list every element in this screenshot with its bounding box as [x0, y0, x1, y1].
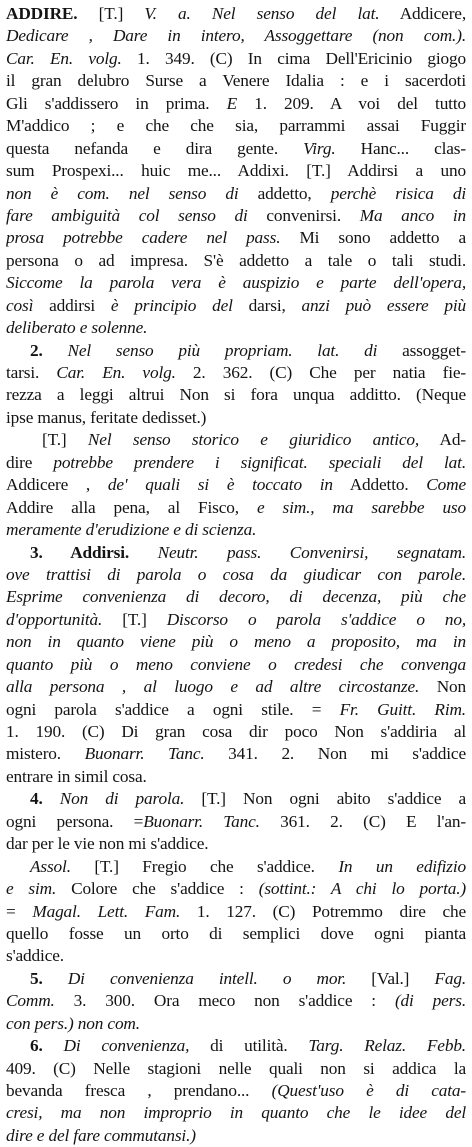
entry-text: ogni parola s'addice a ogni stile. = — [6, 699, 340, 719]
entry-text: (di pers. — [394, 991, 466, 1011]
entry-text: fare ambiguità col senso di — [6, 205, 248, 225]
entry-line — [6, 1102, 466, 1124]
entry-line — [6, 586, 466, 608]
entry-text: 341. 2. Non mi s'addice — [204, 744, 466, 764]
entry-text: 1. 127. (C) Potremmo dire che — [180, 901, 466, 921]
entry-text: rezza a leggi altrui Non si fora unqua additto. (Neque — [6, 385, 466, 405]
entry-text: perchè risica di — [330, 183, 466, 203]
entry-text: Addetto. — [332, 475, 427, 495]
entry-text: il gran delubro Surse a Venere Idalia : e i sacerdoti — [6, 71, 466, 91]
entry-text: Fr. Guitt. Rim. — [339, 699, 466, 719]
entry-text: Colore che s'addice : — [56, 879, 259, 899]
entry-line — [6, 1125, 466, 1147]
entry-text: Addire alla pena, al Fisco, — [6, 497, 257, 517]
entry-text: In un edifizio — [338, 856, 466, 876]
entry-line — [6, 183, 466, 205]
entry-text: E — [226, 93, 238, 113]
entry-text: dire — [6, 452, 54, 472]
entry-text: 1. 349. (C) In cima Dell'Ericinio giogo — [121, 48, 466, 68]
entry-text: sum Prospexi... huic me... Addixi. [T.] Addirsi a uno — [6, 161, 466, 181]
entry-line — [6, 407, 466, 429]
entry-line — [6, 295, 466, 317]
entry-text: anzi può essere più — [301, 295, 466, 315]
entry-text: Non — [419, 677, 466, 697]
entry-line — [6, 70, 466, 92]
entry-text: [T.] Fregio che s'addice. — [70, 856, 339, 876]
entry-line — [6, 766, 466, 788]
entry-line — [6, 901, 466, 923]
entry-line — [6, 3, 466, 25]
entry-text: non in quanto viene più o meno a proposito, ma in — [6, 632, 466, 652]
entry-text: Assol. — [30, 856, 71, 876]
entry-text: 2. — [30, 340, 68, 360]
entry-text: = — [6, 901, 33, 921]
entry-text — [110, 184, 129, 203]
entry-line — [6, 160, 466, 182]
entry-line — [6, 788, 466, 810]
entry-text: Virg. — [303, 138, 336, 158]
entry-line — [6, 1080, 466, 1102]
entry-text: Esprime convenienza di decoro, di decenza, più che — [6, 587, 466, 607]
entry-text: non è com. — [6, 183, 110, 203]
entry-text: [T.] Non ogni abito s'addice a — [184, 789, 466, 809]
entry-text: Mi sono addetto a — [280, 228, 466, 248]
entry-text: 1. 209. A voi del tutto — [237, 93, 466, 113]
entry-text: ipse manus, feritate dedisset.) — [6, 407, 207, 427]
entry-line — [6, 227, 466, 249]
entry-text: (sottint.: A chi lo porta.) — [258, 879, 466, 899]
entry-line — [6, 542, 466, 564]
entry-line — [6, 138, 466, 160]
entry-text: Buonarr. Tanc. — [84, 744, 205, 764]
entry-text: Di convenienza, — [63, 1036, 190, 1056]
entry-text: potrebbe prendere i significat. speciali del lat. — [53, 452, 466, 472]
entry-line — [6, 990, 466, 1012]
entry-line — [6, 721, 466, 743]
entry-line — [6, 631, 466, 653]
entry-text: Dedicare , Dare in intero, Assoggettare (non com.). — [6, 26, 466, 46]
entry-text: Non di parola. — [59, 789, 185, 809]
entry-text: Nel senso storico e giuridico antico, — [87, 430, 420, 450]
entry-line — [6, 743, 466, 765]
entry-line — [6, 519, 466, 541]
entry-line — [6, 1058, 466, 1080]
entry-text: alla persona , al luogo e ad altre circostanze. — [6, 677, 420, 697]
entry-text: Car. En. volg. — [6, 48, 122, 68]
entry-text: quello fosse un orto di semplici dove ogni pianta — [6, 923, 466, 943]
entry-line — [6, 1013, 466, 1035]
entry-text: e sim. — [6, 879, 57, 899]
entry-text: ogni persona. = — [6, 811, 144, 831]
entry-line — [6, 25, 466, 47]
entry-text: Comm. — [6, 991, 55, 1011]
entry-line — [6, 429, 466, 451]
entry-line — [6, 676, 466, 698]
entry-text: ove trattisi di parola o cosa da giudicar con parole. — [6, 564, 466, 584]
entry-line — [6, 856, 466, 878]
entry-text: con pers.) non com. — [6, 1013, 140, 1033]
entry-line — [6, 564, 466, 586]
entry-text: 409. (C) Nelle stagioni nelle quali non si addica la — [6, 1058, 466, 1078]
entry-text: V. a. Nel senso del lat. — [144, 4, 380, 23]
entry-text: Fag. — [434, 968, 466, 988]
entry-text: de' quali si è toccato in — [107, 475, 333, 495]
entry-text: addirsi — [33, 295, 111, 315]
entry-line — [6, 384, 466, 406]
entry-text: è principio del — [110, 295, 233, 315]
entry-text: 4. — [30, 789, 60, 809]
entry-text: di utilità. — [189, 1036, 309, 1056]
entry-text: 2. 362. (C) Che per natia fie- — [175, 363, 466, 382]
entry-text: dar per le vie non mi s'addice. — [6, 834, 209, 854]
entry-text: cresi, ma non improprio in quanto che le idee del — [6, 1103, 466, 1123]
entry-text: mistero. — [6, 744, 85, 764]
entry-text: Ad- — [419, 430, 466, 450]
entry-line — [6, 968, 466, 990]
entry-line — [6, 474, 466, 496]
entry-text: meramente d'erudizione e di scienza. — [6, 520, 257, 540]
entry-text: (Quest'uso è di cata- — [271, 1081, 466, 1100]
entry-text: 3. Addirsi. — [30, 542, 158, 562]
entry-text: 6. — [30, 1036, 64, 1056]
entry-text: Targ. Relaz. Febb. — [308, 1036, 466, 1056]
entry-line — [6, 811, 466, 833]
entry-text: tarsi. — [6, 363, 57, 382]
entry-text: convenirsi. — [247, 205, 360, 225]
entry-text: Gli s'addissero in prima. — [6, 93, 227, 113]
entry-text: Hanc... clas- — [335, 138, 466, 158]
entry-text: persona o ad impresa. S'è addetto a tale o tali studi. — [6, 250, 466, 270]
entry-line — [6, 205, 466, 227]
entry-text: quanto più o meno conviene o credesi che convenga — [6, 654, 466, 674]
entry-text: 361. 2. (C) E l'an- — [259, 811, 466, 831]
entry-line — [6, 699, 466, 721]
entry-line — [6, 609, 466, 631]
entry-text: deliberato e solenne. — [6, 318, 148, 338]
entry-line — [6, 272, 466, 294]
entry-text: Buonarr. Tanc. — [143, 811, 260, 831]
entry-line — [6, 115, 466, 137]
entry-text: 1. 190. (C) Di gran cosa dir poco Non s'addiria al — [6, 722, 466, 741]
entry-text: [Val.] — [346, 968, 435, 988]
entry-text: nel senso di — [128, 183, 239, 203]
entry-line — [6, 362, 466, 384]
entry-line — [6, 654, 466, 676]
entry-text: Ma anco in — [359, 205, 466, 225]
entry-text: addetto, — [238, 183, 331, 203]
entry-text: Addicere, — [379, 4, 466, 23]
entry-text: darsi, — [232, 295, 302, 315]
entry-line — [6, 1035, 466, 1057]
entry-line — [6, 93, 466, 115]
entry-text: questa nefanda e dira gente. — [6, 138, 304, 158]
entry-text: M'addico ; e che che sia, parrammi assai Fuggir — [6, 116, 466, 136]
entry-text: entrare in simil cosa. — [6, 766, 147, 786]
entry-text: d'opportunità. — [6, 609, 103, 629]
entry-line — [6, 833, 466, 855]
entry-text: Car. En. volg. — [56, 363, 176, 382]
entry-text: e sim., ma sarebbe uso — [256, 497, 466, 517]
entry-text: ADDIRE. — [6, 4, 78, 23]
entry-text: prosa potrebbe cadere nel pass. — [6, 228, 281, 248]
entry-text: s'addice. — [6, 946, 64, 966]
entry-line — [6, 878, 466, 900]
entry-line — [6, 48, 466, 70]
entry-line — [6, 452, 466, 474]
entry-text: Come — [426, 475, 466, 495]
entry-text: [T.] — [77, 4, 145, 23]
entry-text: Siccome la parola vera è auspizio e parte dell'opera, — [6, 273, 466, 293]
entry-text: 5. — [30, 968, 68, 988]
entry-text: Magal. Lett. Fam. — [32, 901, 181, 921]
entry-text: Discorso o parola s'addice o no, — [166, 609, 466, 629]
entry-text: [T.] — [42, 430, 88, 450]
entry-text: [T.] — [102, 609, 167, 629]
entry-text: 3. 300. Ora meco non s'addice : — [54, 991, 395, 1011]
entry-line — [6, 923, 466, 945]
entry-text: dire e del fare commutansi.) — [6, 1125, 196, 1145]
entry-text: Addicere , — [6, 475, 108, 495]
entry-text: bevanda fresca , prendano... — [6, 1081, 272, 1100]
entry-line — [6, 250, 466, 272]
entry-text: Neutr. pass. Convenirsi, segnatam. — [157, 542, 466, 562]
entry-text: assogget- — [377, 340, 466, 360]
entry-line — [6, 497, 466, 519]
entry-line — [6, 945, 466, 967]
entry-text: Nel senso più propriam. lat. di — [67, 340, 378, 360]
entry-text: Di convenienza intell. o mor. — [67, 968, 347, 988]
entry-text: così — [6, 295, 34, 315]
entry-line — [6, 340, 466, 362]
entry-line — [6, 317, 466, 339]
